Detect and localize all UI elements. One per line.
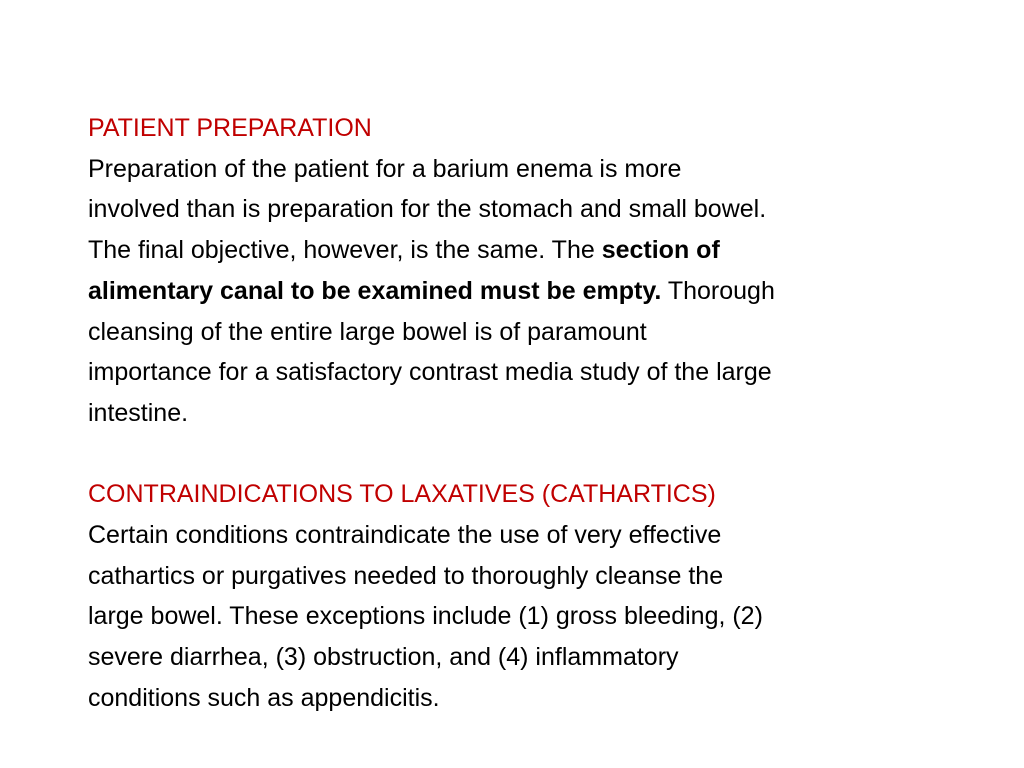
section-spacer: [88, 434, 968, 475]
body-line: conditions such as appendicitis.: [88, 683, 440, 712]
section-patient-preparation: [88, 108, 968, 434]
section-contraindications: [88, 474, 968, 718]
emphasis-text: section of: [601, 236, 720, 265]
slide-content: [88, 108, 968, 719]
body-line: cathartics or purgatives needed to thoroughly cleanse the: [88, 561, 724, 590]
section-heading: PATIENT PREPARATION: [88, 114, 372, 142]
body-line: Preparation of the patient for a barium enema is more: [88, 154, 682, 183]
body-line: Certain conditions contraindicate the use of very effective: [88, 521, 722, 550]
body-line: The final objective, however, is the same. The section of: [88, 236, 720, 265]
body-line: importance for a satisfactory contrast media study of the large: [88, 358, 772, 387]
body-line: alimentary canal to be examined must be empty. Thorough: [88, 276, 775, 305]
section-heading: CONTRAINDICATIONS TO LAXATIVES (CATHARTICS): [88, 480, 716, 509]
body-line: involved than is preparation for the stomach and small bowel.: [88, 195, 767, 224]
body-line: cleansing of the entire large bowel is of paramount: [88, 317, 647, 346]
body-line: severe diarrhea, (3) obstruction, and (4) inflammatory: [88, 643, 679, 672]
body-line: intestine.: [88, 398, 189, 427]
section-body: [88, 149, 968, 434]
emphasis-text: alimentary canal to be examined must be empty.: [88, 276, 662, 305]
body-line: large bowel. These exceptions include (1) gross bleeding, (2): [88, 602, 763, 631]
section-body: [88, 515, 968, 719]
